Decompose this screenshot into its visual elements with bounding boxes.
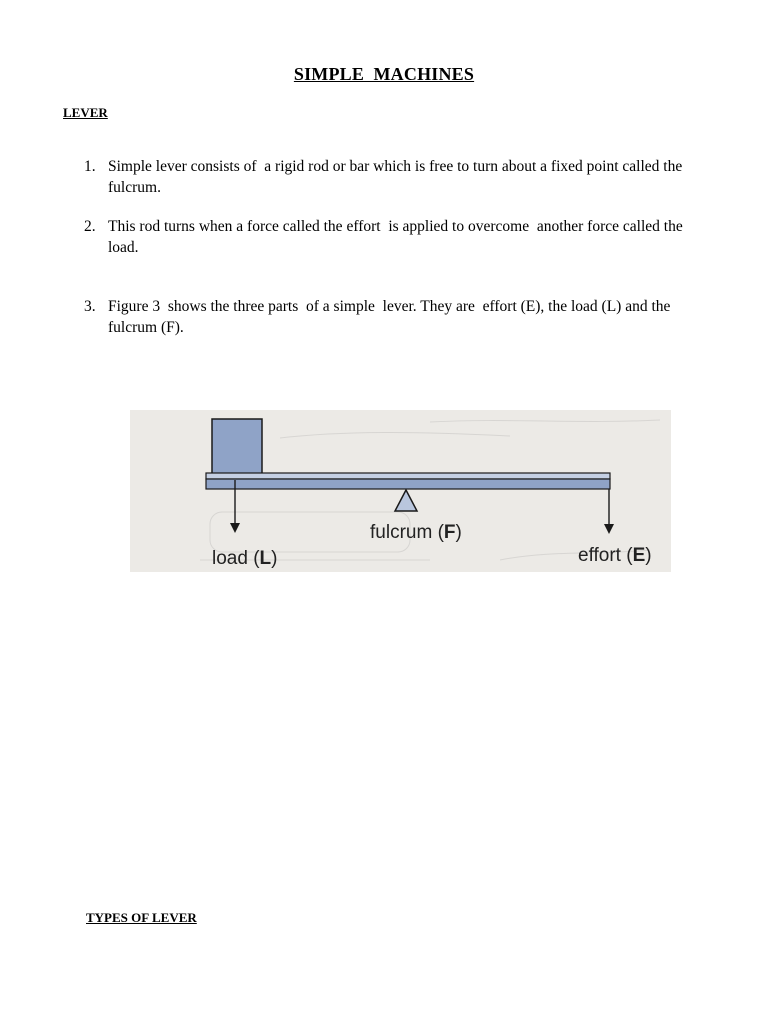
lever-diagram — [130, 410, 671, 572]
lever-bar — [206, 479, 610, 489]
page-title: SIMPLE MACHINES — [293, 64, 475, 84]
list-item — [84, 216, 704, 258]
effort-label: effort (E) — [578, 545, 652, 566]
fulcrum-triangle — [395, 490, 417, 511]
list-number: 1. — [84, 158, 96, 175]
lever-bar-top — [206, 473, 610, 479]
lever-figure — [130, 410, 671, 572]
load-block — [212, 419, 262, 480]
fulcrum-label: fulcrum (F) — [370, 522, 462, 543]
list-number: 3. — [84, 298, 96, 315]
load-label: load (L) — [212, 548, 278, 569]
list-item — [84, 296, 704, 338]
list-text: This rod turns when a force called the effort is applied to overcome another force called the load. — [108, 218, 687, 256]
section-heading-types: TYPES OF LEVER — [86, 910, 197, 925]
load-arrowhead — [230, 523, 240, 533]
section-heading-lever: LEVER — [63, 105, 108, 120]
list-number: 2. — [84, 218, 96, 235]
list-text: Simple lever consists of a rigid rod or bar which is free to turn about a fixed point called the fulcrum. — [108, 158, 687, 196]
effort-arrowhead — [604, 524, 614, 534]
list-item — [84, 156, 704, 198]
list-text: Figure 3 shows the three parts of a simple lever. They are effort (E), the load (L) and the fulcrum (F). — [108, 298, 683, 336]
